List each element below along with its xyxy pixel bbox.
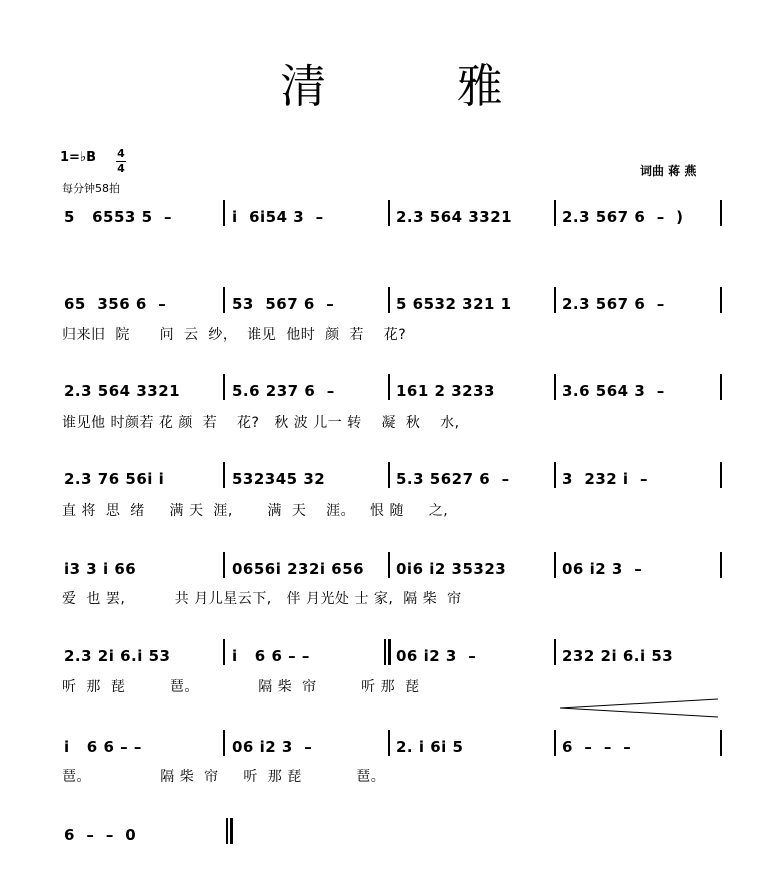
- measure: i 6 6 – –: [232, 647, 310, 665]
- measure: 5.6 237 6 –: [232, 382, 335, 400]
- score-line-8: [60, 822, 730, 852]
- lyrics-line-7: 琶。 隔 柴 帘 听 那 琵 琶。: [62, 769, 386, 785]
- measure: 6 – – –: [562, 738, 632, 756]
- barline: [554, 639, 556, 665]
- score-line-5: [60, 556, 730, 586]
- barline: [223, 552, 225, 578]
- measure: i 6 6 – –: [64, 738, 142, 756]
- barline: [554, 462, 556, 488]
- barline: [720, 462, 722, 488]
- barline: [554, 287, 556, 313]
- score-line-6: [60, 643, 730, 673]
- repeat-barline-thick: [388, 639, 391, 665]
- measure: 2.3 76 56i i: [64, 470, 165, 488]
- barline: [720, 287, 722, 313]
- final-barline-thick: [230, 818, 233, 844]
- measure: 5 6553 5 –: [64, 208, 172, 226]
- lyrics-line-6: 听 那 琵 琶。 隔 柴 帘 听 那 琵: [62, 679, 420, 695]
- barline: [223, 374, 225, 400]
- lyrics-line-5: 爱 也 罢, 共 月儿星云下, 伴 月光处 士 家, 隔 柴 帘: [62, 591, 462, 607]
- barline: [554, 200, 556, 226]
- measure: 2.3 567 6 –: [562, 295, 665, 313]
- barline: [388, 374, 390, 400]
- measure: 5 6532 321 1: [396, 295, 512, 313]
- time-signature: [116, 147, 126, 176]
- barline: [554, 552, 556, 578]
- measure: 0656i 232i 656: [232, 560, 365, 578]
- measure: 532345 32: [232, 470, 326, 488]
- measure: 3.6 564 3 –: [562, 382, 665, 400]
- composer-credit: 词曲 蒋 燕: [640, 164, 697, 178]
- measure: 06 i2 3 –: [396, 647, 477, 665]
- barline: [223, 639, 225, 665]
- diminuendo-hairpin: [560, 696, 720, 720]
- song-title: 清 雅: [280, 59, 561, 113]
- barline: [720, 552, 722, 578]
- repeat-barline-thin: [384, 639, 386, 665]
- final-barline-thin: [226, 818, 228, 844]
- measure: 2.3 564 3321: [64, 382, 181, 400]
- measure: 6 – – 0: [64, 826, 137, 844]
- measure: 53 567 6 –: [232, 295, 335, 313]
- score-line-3: [60, 378, 730, 408]
- barline: [388, 287, 390, 313]
- measure: 06 i2 3 –: [562, 560, 643, 578]
- time-numerator: 4: [117, 147, 125, 160]
- time-denominator: 4: [117, 162, 125, 175]
- measure: 2.3 2i 6.i 53: [64, 647, 171, 665]
- barline: [720, 374, 722, 400]
- barline: [223, 730, 225, 756]
- lyrics-line-2: 归来旧 院 问 云 纱， 谁见 他时 颜 若 花?: [62, 327, 407, 343]
- barline: [720, 200, 722, 226]
- lyrics-line-4: 直 将 思 绪 满 天 涯, 满 天 涯。 恨 随 之,: [62, 503, 449, 519]
- score-line-1: [60, 204, 730, 234]
- measure: 65 356 6 –: [64, 295, 167, 313]
- barline: [554, 374, 556, 400]
- measure: 06 i2 3 –: [232, 738, 313, 756]
- measure: i3 3 i 66: [64, 560, 137, 578]
- barline: [388, 200, 390, 226]
- score-line-4: [60, 466, 730, 496]
- score-line-7: [60, 734, 730, 764]
- lyrics-line-3: 谁见他 时颜若 花 颜 若 花? 秋 波 儿一 转 凝 秋 水,: [62, 415, 460, 431]
- tempo-marking: 每分钟58拍: [62, 182, 120, 195]
- hairpin-lower: [560, 708, 718, 717]
- barline: [554, 730, 556, 756]
- measure: 232 2i 6.i 53: [562, 647, 674, 665]
- measure: 5.3 5627 6 –: [396, 470, 510, 488]
- barline: [388, 730, 390, 756]
- score-line-2: [60, 291, 730, 321]
- key-signature: 1=♭B: [60, 150, 96, 165]
- measure: 161 2 3233: [396, 382, 495, 400]
- measure: 3 232 i –: [562, 470, 649, 488]
- hairpin-upper: [560, 699, 718, 708]
- barline: [223, 462, 225, 488]
- measure: 2. i 6i 5: [396, 738, 464, 756]
- barline: [223, 287, 225, 313]
- barline: [223, 200, 225, 226]
- barline: [388, 552, 390, 578]
- measure: 0i6 i2 35323: [396, 560, 507, 578]
- measure: 2.3 564 3321: [396, 208, 513, 226]
- measure: i 6i54 3 –: [232, 208, 324, 226]
- barline: [720, 730, 722, 756]
- barline: [388, 462, 390, 488]
- measure: 2.3 567 6 – ): [562, 208, 684, 226]
